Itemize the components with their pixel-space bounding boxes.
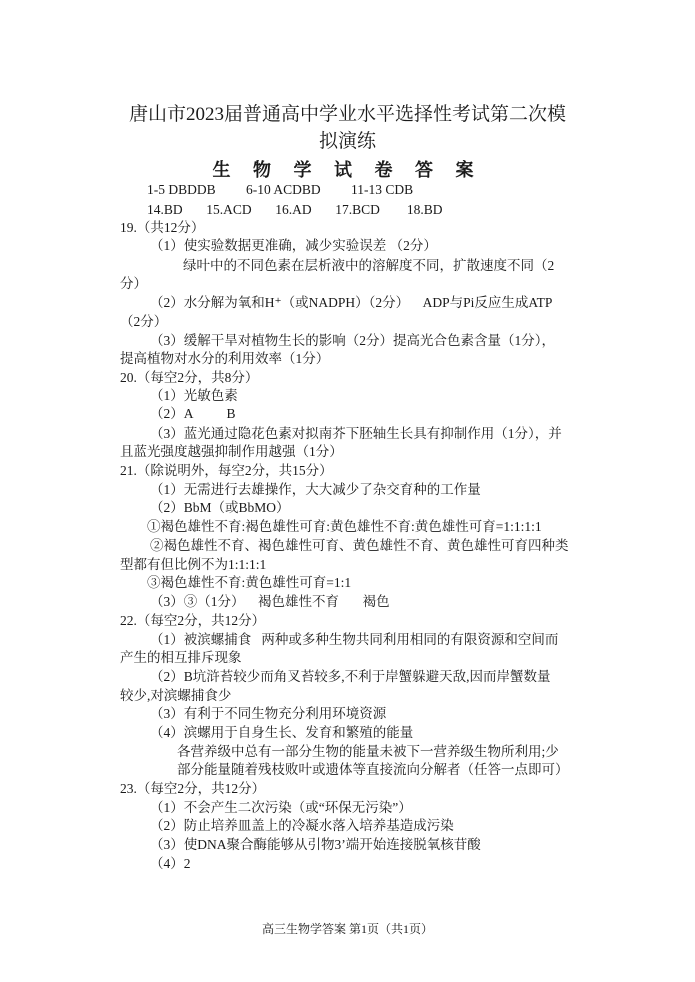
answer-line: （4）滨螺用于自身生长、发育和繁殖的能量	[150, 725, 414, 740]
answer-line: （2分）	[120, 314, 168, 329]
answer-line: 较少,对滨螺捕食少	[120, 688, 232, 703]
answer-line: ②褐色雄性不育、褐色雄性可育、黄色雄性不育、黄色雄性可育四种类	[150, 538, 569, 553]
doc-subtitle: 生 物 学 试 卷 答 案	[212, 160, 483, 180]
answer-line: （1）被滨螺捕食 两种或多种生物共同利用相同的有限资源和空间而	[150, 632, 559, 647]
answer-line: ③褐色雄性不育:黄色雄性可育=1:1	[147, 575, 352, 590]
answer-line: （2）防止培养皿盖上的冷凝水落入培养基造成污染	[150, 818, 454, 833]
answer-line: 且蓝光强度越强抑制作用越强（1分）	[120, 444, 343, 459]
answer-line: （3）蓝光通过隐花色素对拟南芥下胚轴生长具有抑制作用（1分），并	[150, 426, 562, 441]
answer-line: （3）有利于不同生物充分利用环境资源	[150, 706, 387, 721]
answer-line: （2）水分解为氧和H⁺（或NADPH）（2分） ADP与Pi反应生成ATP	[150, 295, 553, 310]
answer-line: 23.（每空2分，共12分）	[120, 781, 266, 796]
answer-line: （4）2	[150, 856, 191, 871]
answer-line: （1）不会产生二次污染（或“环保无污染”）	[150, 800, 412, 815]
answer-line: 19.（共12分）	[120, 220, 205, 235]
answer-line: 提高植物对水分的利用效率（1分）	[120, 351, 330, 366]
answer-line: 绿叶中的不同色素在层析液中的溶解度不同，扩散速度不同（2	[183, 258, 555, 273]
answer-line: 21.（除说明外，每空2分，共15分）	[120, 463, 333, 478]
page-footer: 高三生物学答案 第1页（共1页）	[261, 922, 433, 936]
doc-title-line2: 拟演练	[318, 131, 376, 152]
answer-line: 20.（每空2分，共8分）	[120, 370, 259, 385]
answer-line: （3）使DNA聚合酶能够从引物3’端开始连接脱氧核苷酸	[150, 837, 481, 852]
answer-line: （1）使实验数据更准确，减少实验误差 （2分）	[150, 238, 437, 253]
answer-line: 各营养级中总有一部分生物的能量未被下一营养级生物所利用;少	[177, 744, 559, 759]
answer-line: 产生的相互排斥现象	[120, 650, 242, 665]
answer-line: 型都有但比例不为1:1:1:1	[120, 557, 267, 572]
choice-answers-row2: 14.BD 15.ACD 16.AD 17.BCD 18.BD	[147, 202, 443, 217]
answer-line: ①褐色雄性不育:褐色雄性可育:黄色雄性不育:黄色雄性可育=1:1:1:1	[147, 519, 542, 534]
answer-line: （3）③（1分） 褐色雄性不育 褐色	[150, 594, 390, 609]
answer-line: （1）光敏色素	[150, 388, 238, 403]
answer-line: （2）A B	[150, 406, 236, 421]
answer-line: 分）	[120, 276, 147, 291]
doc-title-line1: 唐山市2023届普通高中学业水平选择性考试第二次模	[128, 104, 566, 125]
answer-line: （3）缓解干旱对植物生长的影响（2分）提高光合色素含量（1分），	[150, 333, 555, 348]
answer-line: （1）无需进行去雄操作，大大减少了杂交育种的工作量	[150, 482, 481, 497]
answer-line: 22.（每空2分，共12分）	[120, 613, 266, 628]
answer-line: （2）BbM（或BbMO）	[150, 500, 290, 515]
answer-line: 部分能量随着残枝败叶或遗体等直接流向分解者（任答一点即可）	[177, 762, 569, 777]
choice-answers-row1: 1-5 DBDDB 6-10 ACDBD 11-13 CDB	[147, 182, 414, 197]
answer-line: （2）B坑浒苔较少而角叉苔较多,不利于岸蟹躲避天敌,因而岸蟹数量	[150, 669, 551, 684]
